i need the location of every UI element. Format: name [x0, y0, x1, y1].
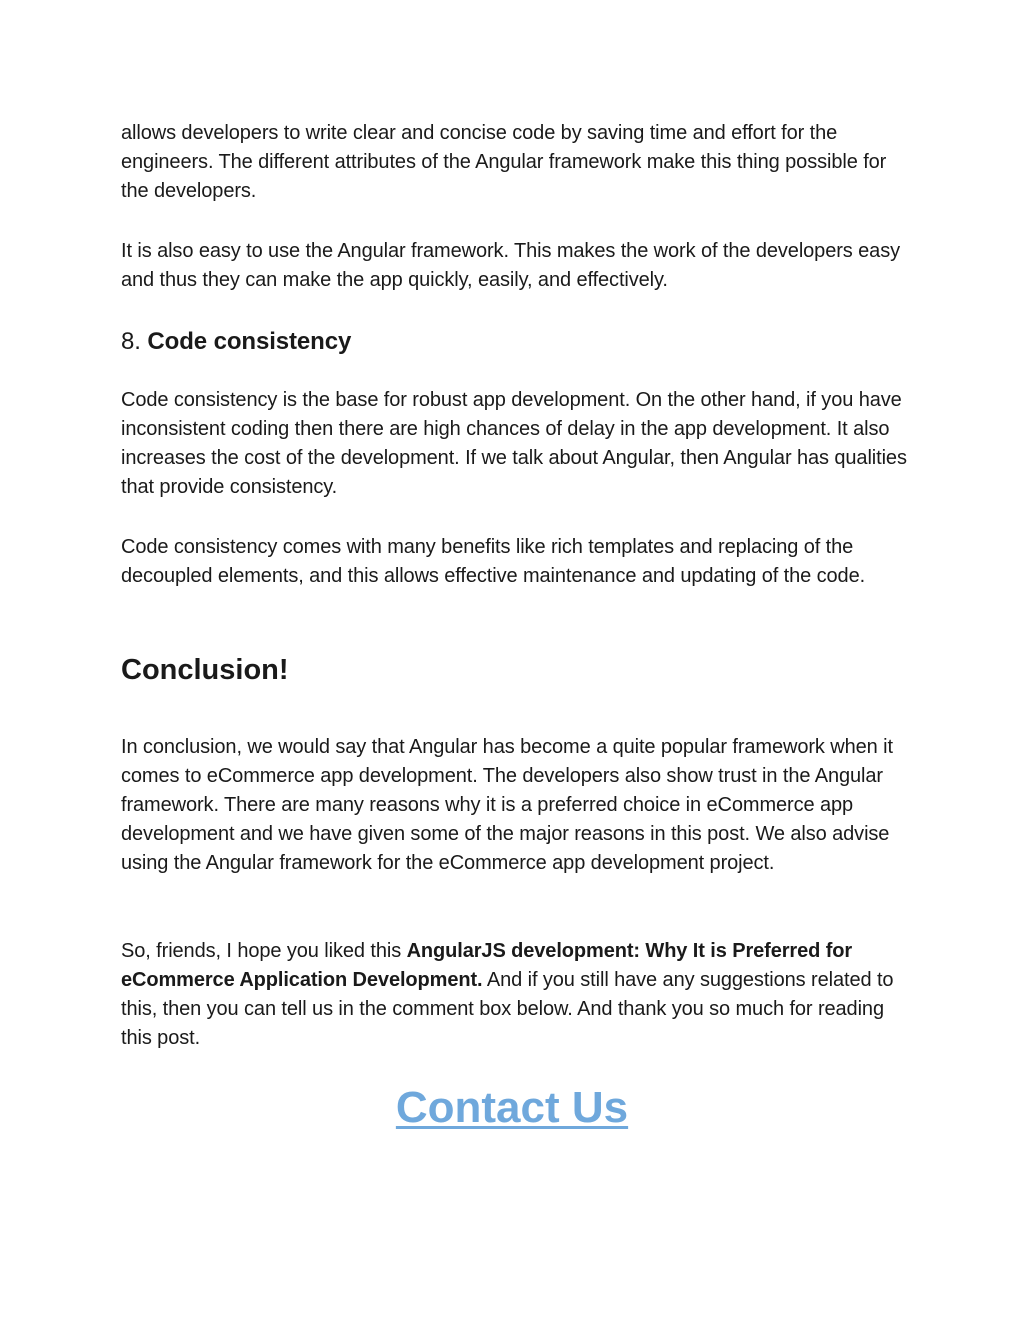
closing-paragraph: [121, 937, 911, 1053]
contact-us-link[interactable]: Contact Us: [395, 1083, 629, 1132]
closing-prefix: So, friends, I hope you liked this: [121, 940, 407, 962]
contact-section: [0, 1080, 1024, 1136]
conclusion-heading: Conclusion!: [121, 654, 289, 686]
closing-bold-title: AngularJS development: Why It is Preferred for eCommerce Application Development.: [121, 940, 853, 991]
code-consistency-paragraph-2: Code consistency comes with many benefits like rich templates and replacing of the decoupled elements, and this allows effective maintenance and updating of the code.: [121, 536, 866, 587]
code-consistency-paragraph-1: Code consistency is the base for robust app development. On the other hand, if you have inconsistent coding then there are high chances of delay in the app development. It also increases the cost of the development. If we talk about Angular, then Angular has qualities that provide consistency.: [121, 389, 907, 498]
closing-suffix: And if you still have any suggestions related to this, then you can tell us in the comment box below. And thank you so much for reading this post.: [121, 969, 894, 1049]
section-number: 8.: [121, 328, 141, 355]
conclusion-paragraph: In conclusion, we would say that Angular has become a quite popular framework when it comes to eCommerce app development. The developers also show trust in the Angular framework. There are many reasons why it is a preferred choice in eCommerce app development and we have given some of the major reasons in this post. We also advise using the Angular framework for the eCommerce app development project.: [121, 736, 893, 874]
ease-of-use-paragraph: It is also easy to use the Angular framework. This makes the work of the developers easy and thus they can make the app quickly, easily, and effectively.: [121, 240, 900, 291]
intro-paragraph-continued: allows developers to write clear and concise code by saving time and effort for the engineers. The different attributes of the Angular framework make this thing possible for the developers.: [121, 122, 887, 202]
section-heading-code-consistency: [121, 327, 911, 357]
section-title: Code consistency: [147, 328, 352, 355]
